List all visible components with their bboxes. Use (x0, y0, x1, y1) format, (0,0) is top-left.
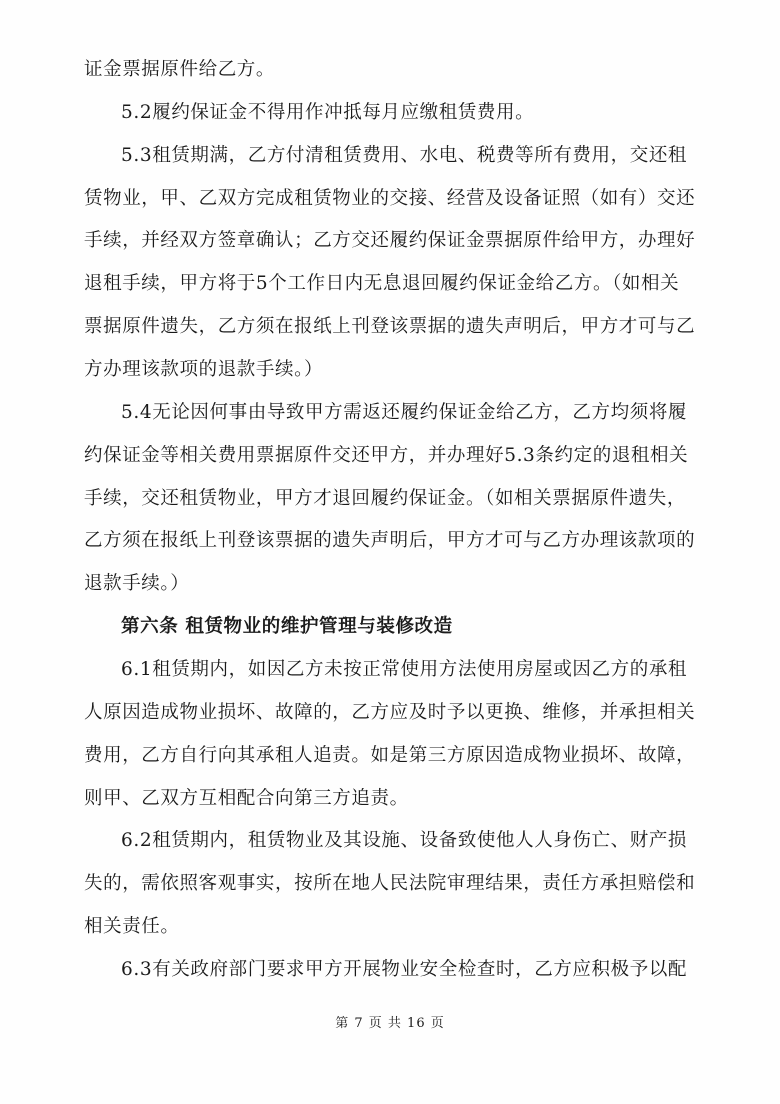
text-line: 证金票据原件给乙方。 (84, 59, 276, 80)
text-line: 手续，并经双方签章确认；乙方交还履约保证金票据原件给甲方，办理好 (84, 230, 696, 251)
page-number-footer: 第 7 页 共 16 页 (335, 1016, 445, 1031)
text-line: 手续，交还租赁物业，甲方才退回履约保证金。（如相关票据原件遗失， (84, 488, 686, 509)
text-line: 退款手续。） (84, 573, 190, 594)
text-line: 方办理该款项的退款手续。） (84, 359, 324, 380)
text-line: 赁物业，甲、乙双方完成租赁物业的交接、经营及设备证照（如有）交还 (84, 188, 696, 209)
text-line: 票据原件遗失，乙方须在报纸上刊登该票据的遗失声明后，甲方才可与乙 (84, 316, 696, 337)
text-line: 5.3租赁期满，乙方付清租赁费用、水电、税费等所有费用，交还租 (121, 145, 688, 166)
text-line: 退租手续，甲方将于5个工作日内无息退回履约保证金给乙方。（如相关 (84, 273, 680, 294)
text-line: 约保证金等相关费用票据原件交还甲方，并办理好5.3条约定的退租相关 (84, 445, 689, 466)
text-line: 相关责任。 (84, 916, 180, 937)
text-line: 费用，乙方自行向其承租人追责。如是第三方原因造成物业损坏、故障， (84, 745, 696, 766)
section-heading: 第六条 租赁物业的维护管理与装修改造 (121, 616, 453, 637)
text-line: 乙方须在报纸上刊登该票据的遗失声明后，甲方才可与乙方办理该款项的 (84, 530, 696, 551)
text-line: 失的，需依照客观事实，按所在地人民法院审理结果，责任方承担赔偿和 (84, 873, 696, 894)
text-line: 6.1租赁期内，如因乙方未按正常使用方法使用房屋或因乙方的承租 (121, 659, 688, 680)
text-line: 6.2租赁期内，租赁物业及其设施、设备致使他人人身伤亡、财产损 (121, 830, 688, 851)
text-line: 5.2履约保证金不得用作冲抵每月应缴租赁费用。 (121, 102, 535, 123)
text-line: 则甲、乙双方互相配合向第三方追责。 (84, 788, 409, 809)
text-line: 人原因造成物业损坏、故障的，乙方应及时予以更换、维修，并承担相关 (84, 702, 696, 723)
text-line: 5.4无论因何事由导致甲方需返还履约保证金给乙方，乙方均须将履 (121, 402, 688, 423)
text-line: 6.3有关政府部门要求甲方开展物业安全检查时，乙方应积极予以配 (121, 959, 688, 980)
